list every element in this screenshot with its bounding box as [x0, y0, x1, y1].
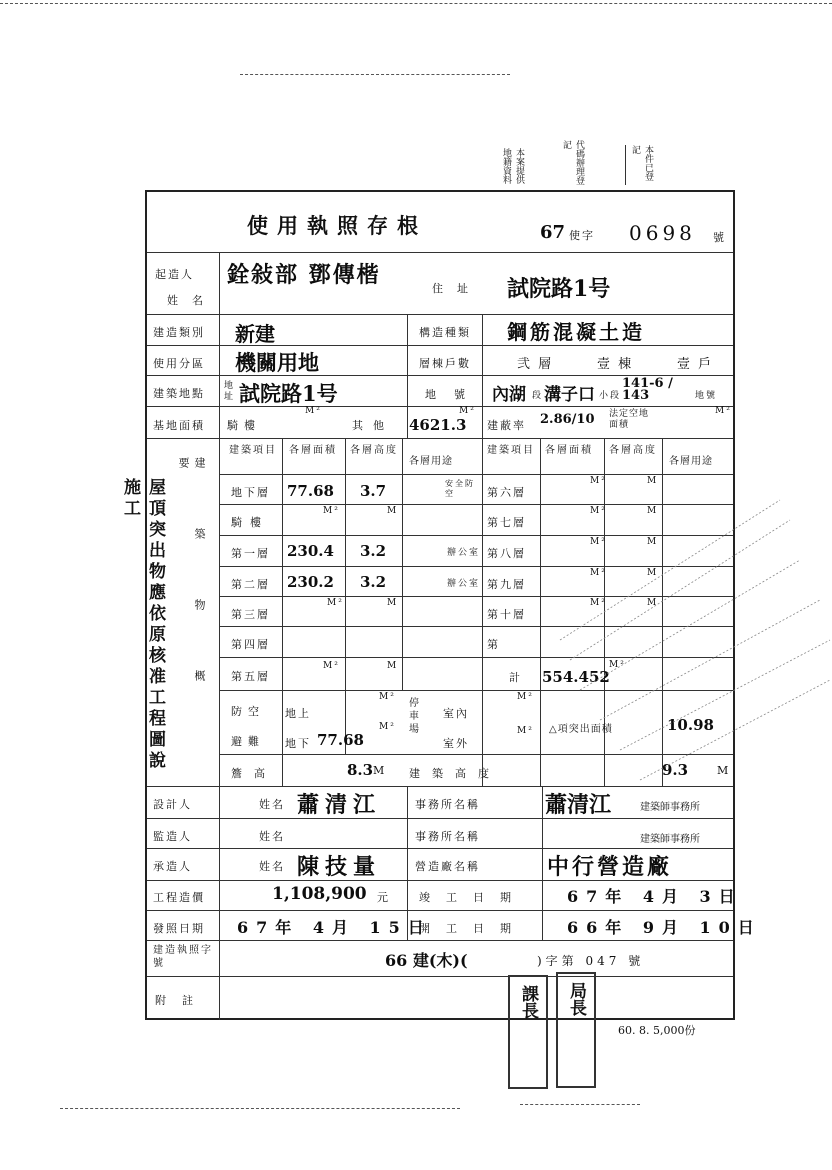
- m2-unit: M²: [590, 506, 607, 516]
- scan-noise: [240, 74, 510, 75]
- designer-office: 蕭清江: [545, 792, 612, 818]
- permit-no-value: 66 建(木)(: [385, 951, 468, 970]
- cost-unit: 元: [377, 891, 390, 904]
- contractor-firm: 中行營造廠: [547, 854, 673, 880]
- designer-office-label: 事務所名稱: [415, 798, 480, 811]
- m-unit: M: [647, 537, 659, 547]
- m2-unit: M²: [590, 598, 607, 608]
- m2-unit: M²: [590, 568, 607, 578]
- permit-year: 67: [540, 222, 566, 243]
- floor-use: 安全防空: [445, 479, 475, 498]
- permit-no-tail: )字第 047 號: [537, 954, 645, 968]
- parking-outdoor: 室外: [443, 737, 469, 750]
- m-unit: M: [387, 506, 399, 516]
- supervisor-office-suffix: 建築師事務所: [640, 834, 700, 845]
- designer-name: 蕭清江: [297, 792, 382, 818]
- m2-unit: M²: [590, 476, 607, 486]
- floor-name: 第四層: [231, 638, 270, 651]
- arcade-label: 騎樓: [227, 419, 261, 432]
- m2-unit: M²: [609, 660, 626, 670]
- floor-height: 3.2: [360, 542, 387, 560]
- floor-name: 第: [487, 638, 500, 651]
- scan-noise: [520, 1104, 640, 1105]
- floor-use: 辦公室: [447, 548, 481, 558]
- floor-area: 230.2: [287, 573, 334, 591]
- floor-name: 第二層: [231, 578, 270, 591]
- builder-label: 起造人: [155, 268, 194, 281]
- form-title: 使用執照存根: [247, 213, 427, 238]
- protrude-value: 10.98: [667, 716, 714, 734]
- finish-label: 竣工日期: [419, 891, 527, 904]
- top-note: 本案提供地籍資料: [501, 148, 524, 184]
- m2-unit: M²: [379, 722, 396, 732]
- class-value: 新建: [235, 322, 275, 346]
- floor-name: 第九層: [487, 578, 526, 591]
- m2-unit: M²: [323, 661, 340, 671]
- floors-blocks: 壹 棟: [597, 357, 634, 372]
- top-note: 代碼辦理登記: [561, 140, 584, 185]
- floor-name: 騎樓: [231, 516, 269, 529]
- permit-form: [145, 190, 762, 1020]
- m2-unit: M²: [517, 692, 534, 702]
- floors-layers: 弐 層: [517, 357, 554, 372]
- col-area: 各層面積: [545, 445, 593, 456]
- protrude-label: △項突出面積: [549, 724, 613, 735]
- shelter-label: 防空避難: [231, 705, 265, 748]
- address-label: 住址: [432, 282, 482, 295]
- shelter-above: 地上: [285, 707, 311, 720]
- floor-name: 第六層: [487, 486, 526, 499]
- floor-area: 230.4: [287, 542, 334, 560]
- lot-section-unit: 小段: [599, 391, 622, 401]
- shelter-below-value: 77.68: [317, 731, 364, 749]
- approval-stamp: 課長: [508, 975, 548, 1089]
- floor-area: 77.68: [287, 482, 334, 500]
- bldg-height-value: 9.3: [662, 761, 689, 779]
- shelter-below: 地下: [285, 737, 311, 750]
- m2-unit: M²: [379, 692, 396, 702]
- col-height: 各層高度: [350, 445, 398, 456]
- parking-indoor: 室內: [443, 707, 469, 720]
- m2-unit: M²: [590, 537, 607, 547]
- lot-section: 溝子口: [544, 385, 595, 405]
- lot-label: 地號: [425, 388, 483, 401]
- lot-district-unit: 段: [532, 391, 544, 401]
- floor-name: 地下層: [231, 486, 270, 499]
- floor-height: 3.2: [360, 573, 387, 591]
- start-value: 66年 9月 10日: [567, 918, 762, 937]
- scan-noise: [0, 3, 832, 4]
- parking-label: 停車場: [409, 698, 421, 735]
- registered-stamp: 本件已登記: [625, 145, 655, 185]
- issue-label: 發照日期: [153, 922, 205, 935]
- floor-name: 第一層: [231, 547, 270, 560]
- m-unit: M: [647, 506, 659, 516]
- left-margin-note: 屋頂突出物應依原核准工程圖說施工: [120, 478, 165, 772]
- structure-label: 構造種類: [419, 326, 471, 339]
- floor-name: 第三層: [231, 608, 270, 621]
- col-use: 各層用途: [409, 456, 453, 467]
- floor-height: 3.7: [360, 482, 387, 500]
- builder-name-label: 姓名: [167, 294, 217, 307]
- m2-unit: M²: [323, 506, 340, 516]
- contractor-name: 陳技量: [297, 854, 382, 880]
- supervisor-label: 監造人: [153, 830, 192, 843]
- m-unit: M: [387, 598, 399, 608]
- legal-space-label: 法定空地面積: [609, 409, 650, 430]
- permit-suffix: 號: [713, 231, 726, 244]
- site-sub-label: 地址: [222, 380, 232, 402]
- contractor-label: 承造人: [153, 860, 192, 873]
- floor-name: 第七層: [487, 516, 526, 529]
- col-item: 建築項目: [229, 445, 277, 456]
- m-unit: M: [647, 598, 659, 608]
- builder-value: 銓敍部 鄧傳楷: [227, 262, 381, 288]
- building-summary-label: 建築物概要: [177, 457, 206, 741]
- designer-label: 設計人: [153, 798, 192, 811]
- floor-use: 辦公室: [447, 579, 481, 589]
- site-label: 建築地點: [153, 387, 205, 400]
- lot-number: 141-6 / 143: [622, 376, 673, 403]
- floors-label: 層棟戶數: [419, 357, 471, 370]
- m-unit: M: [647, 568, 659, 578]
- eaves-value: 8.3: [347, 761, 374, 779]
- floor-name: 第八層: [487, 547, 526, 560]
- coverage-label: 建蔽率: [487, 419, 526, 432]
- other-value: 4621.3: [409, 416, 467, 434]
- cost-value: 1,108,900: [272, 884, 367, 904]
- cost-label: 工程造價: [153, 891, 205, 904]
- total-label: 計: [509, 671, 522, 684]
- coverage-value: 2.86/10: [540, 412, 595, 427]
- floor-name: 第十層: [487, 608, 526, 621]
- other-label: 其他: [352, 419, 394, 432]
- scan-noise: [60, 1108, 460, 1109]
- zoning-label: 使用分區: [153, 357, 205, 370]
- contractor-firm-label: 營造廠名稱: [415, 860, 480, 873]
- m-unit: M: [647, 476, 659, 486]
- site-value: 試院路1号: [239, 381, 338, 406]
- designer-name-label: 姓名: [259, 798, 285, 811]
- address-value: 試院路1号: [507, 276, 611, 302]
- col-use: 各層用途: [669, 456, 713, 467]
- eaves-label: 簷高: [231, 767, 277, 780]
- site-area-label: 基地面積: [153, 419, 205, 432]
- supervisor-office-label: 事務所名稱: [415, 830, 480, 843]
- note-label: 附註: [155, 994, 209, 1007]
- start-label: 開工日期: [419, 922, 527, 935]
- total-value: 554.452: [542, 668, 610, 686]
- floors-units: 壹 戶: [677, 357, 714, 372]
- finish-value: 67年 4月 3日: [567, 887, 743, 906]
- m2-unit: M²: [327, 598, 344, 608]
- col-area: 各層面積: [289, 445, 337, 456]
- m-unit: M: [717, 764, 731, 777]
- floor-name: 第五層: [231, 670, 270, 683]
- col-height: 各層高度: [609, 445, 657, 456]
- m-unit: M: [373, 764, 387, 777]
- m2-unit: M²: [305, 406, 322, 416]
- m2-unit: M²: [715, 406, 732, 416]
- m-unit: M: [387, 661, 399, 671]
- m2-unit: M²: [517, 726, 534, 736]
- print-info: 60. 8. 5,000份: [618, 1024, 696, 1037]
- lot-unit: 地號: [695, 391, 718, 401]
- designer-office-suffix: 建築師事務所: [640, 802, 700, 813]
- director-stamp: 局長: [556, 972, 596, 1088]
- m2-unit: M²: [459, 406, 476, 416]
- permit-no-label: 建造執照字號: [153, 945, 213, 969]
- class-label: 建造類別: [153, 326, 205, 339]
- supervisor-name-label: 姓名: [259, 830, 285, 843]
- issue-value: 67年 4月 15日: [237, 918, 432, 937]
- contractor-name-label: 姓名: [259, 860, 285, 873]
- col-item: 建築項目: [487, 445, 535, 456]
- lot-district: 內湖: [492, 385, 526, 405]
- structure-value: 鋼筋混凝土造: [507, 320, 645, 344]
- permit-number: 0698: [629, 221, 696, 245]
- permit-type: 使字: [569, 229, 595, 242]
- zoning-value: 機關用地: [235, 350, 319, 375]
- bldg-height-label: 建築高度: [409, 767, 501, 780]
